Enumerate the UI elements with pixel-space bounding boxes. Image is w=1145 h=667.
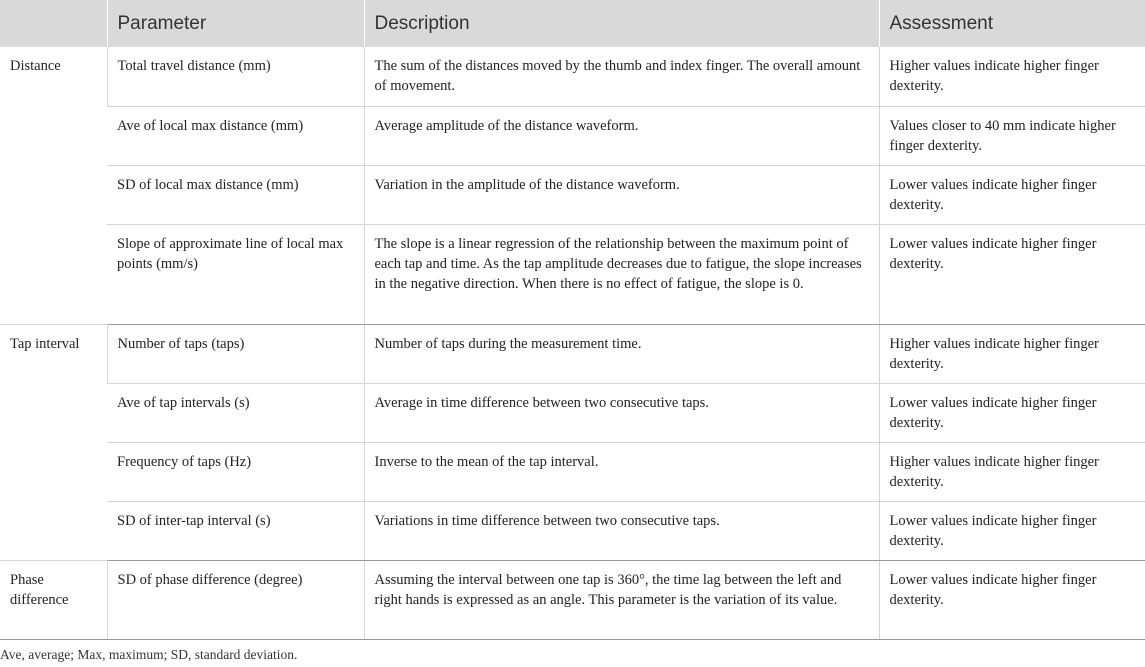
table-header-row: [0, 0, 1145, 47]
header-parameter: Parameter: [107, 0, 364, 47]
description-cell: Assuming the interval between one tap is 360°, the time lag between the left and right hands is expressed as an angle. This parameter is the variation of its value.: [364, 560, 879, 639]
group-label-phase-difference: Phase difference: [0, 560, 107, 639]
group-label-distance: Distance: [0, 47, 107, 324]
assessment-cell: Lower values indicate higher finger dexterity.: [879, 383, 1145, 442]
assessment-cell: Lower values indicate higher finger dexterity.: [879, 224, 1145, 324]
header-category: [0, 0, 107, 47]
assessment-cell: Higher values indicate higher finger dexterity.: [879, 442, 1145, 501]
parameter-cell: Frequency of taps (Hz): [107, 442, 364, 501]
description-cell: Variations in time difference between two consecutive taps.: [364, 501, 879, 560]
assessment-cell: Lower values indicate higher finger dexterity.: [879, 165, 1145, 224]
description-cell: Variation in the amplitude of the distance waveform.: [364, 165, 879, 224]
description-cell: The sum of the distances moved by the thumb and index finger. The overall amount of movement.: [364, 47, 879, 106]
table-row: [0, 324, 1145, 383]
description-cell: Inverse to the mean of the tap interval.: [364, 442, 879, 501]
description-cell: Average in time difference between two consecutive taps.: [364, 383, 879, 442]
description-cell: Average amplitude of the distance waveform.: [364, 106, 879, 165]
description-cell: The slope is a linear regression of the relationship between the maximum point of each tap and time. As the tap amplitude decreases due to fatigue, the slope increases in the negative direction. When there is no effect of fatigue, the slope is 0.: [364, 224, 879, 324]
description-cell: Number of taps during the measurement time.: [364, 324, 879, 383]
assessment-cell: Values closer to 40 mm indicate higher finger dexterity.: [879, 106, 1145, 165]
assessment-cell: Higher values indicate higher finger dexterity.: [879, 324, 1145, 383]
table-row: [0, 501, 1145, 560]
parameter-cell: SD of local max distance (mm): [107, 165, 364, 224]
table-row: [0, 47, 1145, 106]
parameter-cell: SD of inter-tap interval (s): [107, 501, 364, 560]
assessment-cell: Higher values indicate higher finger dexterity.: [879, 47, 1145, 106]
parameter-cell: Ave of local max distance (mm): [107, 106, 364, 165]
parameter-cell: Slope of approximate line of local max points (mm/s): [107, 224, 364, 324]
parameter-cell: Ave of tap intervals (s): [107, 383, 364, 442]
header-assessment: Assessment: [879, 0, 1145, 47]
table-row: [0, 165, 1145, 224]
assessment-cell: Lower values indicate higher finger dexterity.: [879, 560, 1145, 639]
table-row: [0, 560, 1145, 639]
table-footnote: Ave, average; Max, maximum; SD, standard deviation.: [0, 647, 298, 662]
table-row: [0, 442, 1145, 501]
table-row: [0, 106, 1145, 165]
table-row: [0, 383, 1145, 442]
parameter-cell: SD of phase difference (degree): [107, 560, 364, 639]
parameter-cell: Total travel distance (mm): [107, 47, 364, 106]
parameter-cell: Number of taps (taps): [107, 324, 364, 383]
group-label-tap-interval: Tap interval: [0, 324, 107, 560]
header-description: Description: [364, 0, 879, 47]
assessment-cell: Lower values indicate higher finger dexterity.: [879, 501, 1145, 560]
table-row: [0, 224, 1145, 324]
